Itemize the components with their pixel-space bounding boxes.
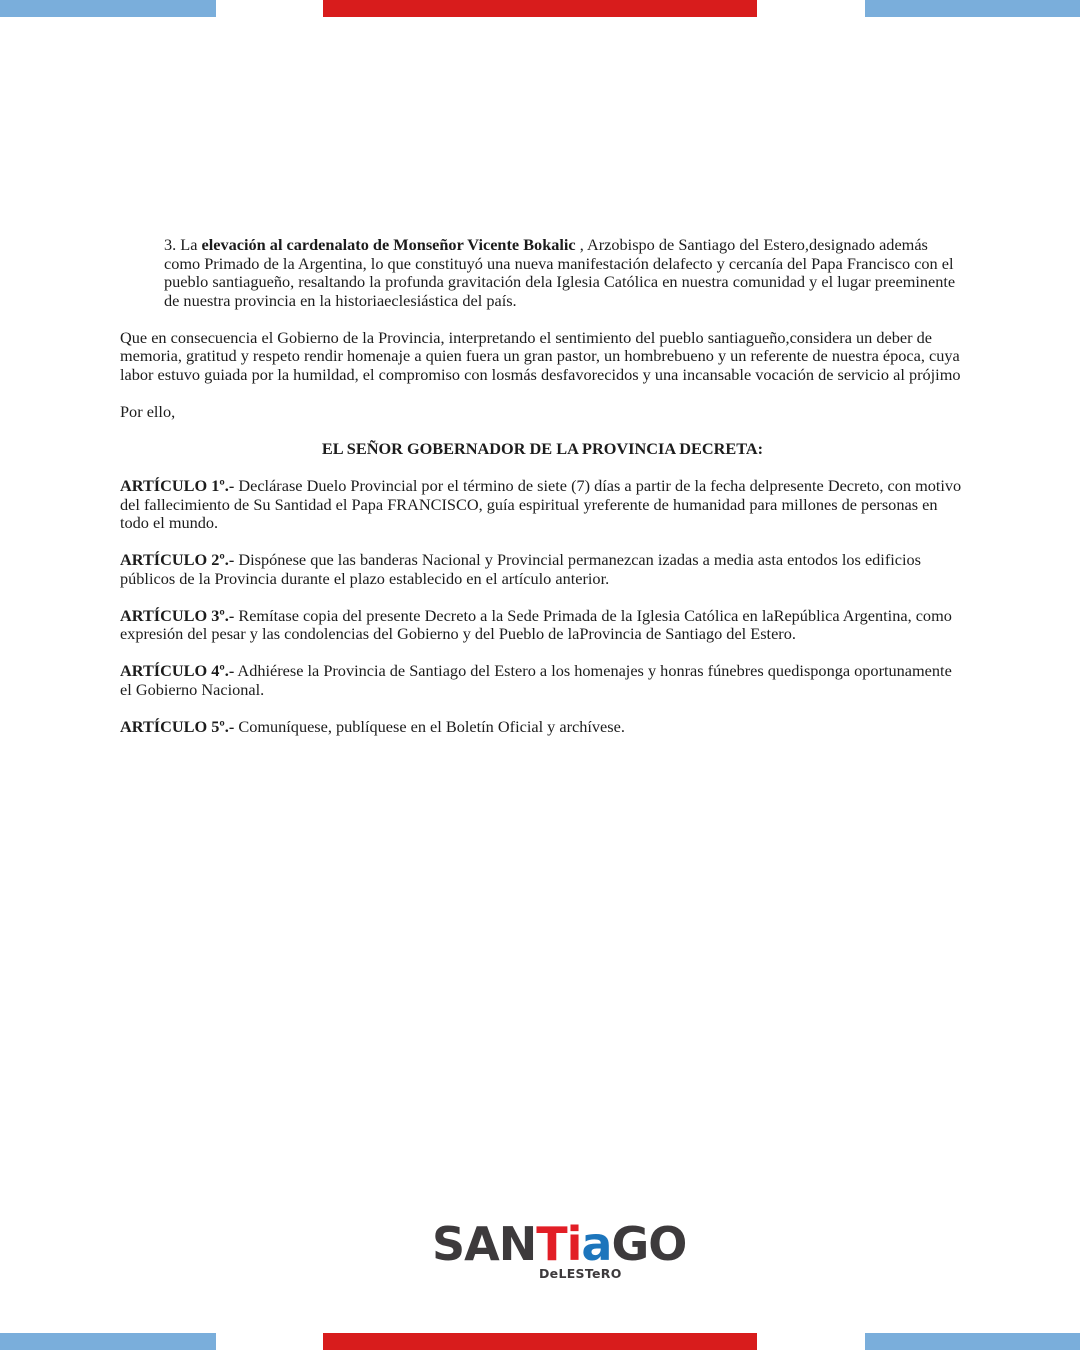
article-2 bbox=[120, 551, 965, 588]
paragraph-por-ello: Por ello, bbox=[120, 401, 176, 421]
logo-subtitle: DeLESTeRO bbox=[539, 1266, 622, 1281]
considerando-item-3: 3. La elevación al cardenalato de Monseñor Vicente Bokalic , Arzobispo de Santiago del Estero,designado además como Primado de la Argentina, lo que constituyó una nueva manifestación delafecto y cercanía del Papa Francisco con el pueblo santiagueño, resaltando la profunda gravitación dela Iglesia Católica en nuestra comunidad y el lugar preeminente de nuestra provincia en la historiaeclesiástica del país. bbox=[164, 235, 956, 310]
article-1 bbox=[120, 477, 965, 533]
article-2-label: ARTÍCULO 2º.- bbox=[120, 550, 235, 570]
decree-heading: EL SEÑOR GOBERNADOR DE LA PROVINCIA DECRETA: bbox=[321, 438, 764, 458]
top-center-red-bar bbox=[323, 0, 757, 17]
top-right-blue-bar bbox=[865, 0, 1080, 17]
article-3-label: ARTÍCULO 3º.- bbox=[120, 605, 235, 625]
decree-body bbox=[120, 236, 965, 755]
santiago-del-estero-logo bbox=[432, 1217, 687, 1288]
top-left-blue-bar bbox=[0, 0, 216, 17]
article-5-label: ARTÍCULO 5º.- bbox=[120, 716, 235, 736]
bottom-right-blue-bar bbox=[865, 1333, 1080, 1350]
article-3-text: Remítase copia del presente Decreto a la Sede Primada de la Iglesia Católica en laRepública Argentina, como expresión del pesar y las condolencias del Gobierno y del Pueblo de laProvincia de Santiago del Estero. bbox=[120, 605, 952, 644]
article-4 bbox=[120, 662, 965, 699]
article-3 bbox=[120, 607, 965, 644]
bottom-center-red-bar bbox=[323, 1333, 757, 1350]
article-1-label: ARTÍCULO 1º.- bbox=[120, 475, 235, 495]
logo-wordmark: SANTiaGO bbox=[432, 1217, 687, 1271]
item3-highlight: elevación al cardenalato de Monseñor Vicente Bokalic bbox=[201, 235, 576, 254]
paragraph-que: Que en consecuencia el Gobierno de la Provincia, interpretando el sentimiento del pueblo santiagueño,considera un deber de memoria, gratitud y respeto rendir homenaje a quien fuera un gran pastor, un hombrebueno y un referente de nuestra época, cuya labor estuvo guiada por la humildad, el compromiso con losmás desfavorecidos y una incansable vocación de servicio al prójimo bbox=[120, 327, 961, 384]
article-1-text: Declárase Duelo Provincial por el término de siete (7) días a partir de la fecha delpresente Decreto, con motivo del fallecimiento de Su Santidad el Papa FRANCISCO, guía espiritual yreferente de humanidad para millones de personas en todo el mundo. bbox=[120, 475, 962, 533]
article-4-label: ARTÍCULO 4º.- bbox=[120, 661, 235, 681]
article-2-text: Dispónese que las banderas Nacional y Provincial permanezcan izadas a media asta entodos los edificios públicos de la Provincia durante el plazo establecido en el artículo anterior. bbox=[120, 550, 922, 588]
bottom-left-blue-bar bbox=[0, 1333, 216, 1350]
article-5-text: Comuníquese, publíquese en el Boletín Oficial y archívese. bbox=[234, 716, 625, 736]
article-5 bbox=[120, 718, 965, 737]
article-4-text: Adhiérese la Provincia de Santiago del Estero a los homenajes y honras fúnebres quedisponga oportunamente el Gobierno Nacional. bbox=[120, 661, 952, 699]
